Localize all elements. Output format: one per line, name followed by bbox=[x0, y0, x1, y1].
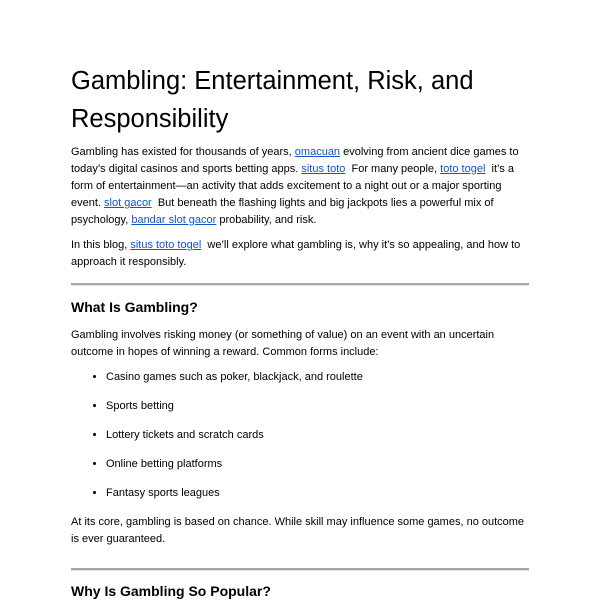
text-run: Gambling has existed for thousands of years, bbox=[71, 146, 295, 158]
text-run: we’ll explore what gambling is, why it’s so appealing, and how to approach it responsibly. bbox=[71, 239, 521, 268]
link-slot-gacor[interactable]: slot gacor bbox=[104, 197, 152, 209]
text-run: it’s a form of entertainment—an activity that adds excitement to a night out or a major sporting event. bbox=[71, 163, 514, 209]
text-run: In this blog, bbox=[71, 239, 131, 251]
link-omacuan[interactable]: omacuan bbox=[294, 146, 341, 158]
text-run: evolving from ancient dice games to today’s digital casinos and sports betting apps. bbox=[71, 146, 519, 175]
intro-paragraph-1 bbox=[71, 144, 529, 229]
section-heading-why-popular: Why Is Gambling So Popular? bbox=[71, 583, 271, 599]
list-item: • Online betting platforms bbox=[106, 456, 529, 473]
text-run: For many people, bbox=[345, 163, 441, 175]
text-run: probability, and risk. bbox=[216, 214, 317, 226]
list-item: • Fantasy sports leagues bbox=[106, 485, 529, 502]
link-bandar-slot-gacor[interactable]: bandar slot gacor bbox=[131, 214, 217, 226]
intro-paragraph-2 bbox=[71, 237, 529, 271]
document-title: Gambling: Entertainment, Risk, and Responsibility bbox=[71, 67, 474, 133]
section-heading-what-is-gambling: What Is Gambling? bbox=[71, 299, 198, 315]
link-situs-toto-togel[interactable]: situs toto togel bbox=[130, 239, 202, 251]
list-item: • Sports betting bbox=[106, 398, 529, 415]
section-divider bbox=[71, 568, 529, 571]
list-item: • Casino games such as poker, blackjack, and roulette bbox=[106, 369, 529, 386]
gambling-forms-list bbox=[71, 369, 529, 502]
what-is-gambling-closing: At its core, gambling is based on chance. While skill may influence some games, no outcome is ever guaranteed. bbox=[71, 516, 525, 545]
what-is-gambling-body: Gambling involves risking money (or something of value) on an event with an uncertain outcome in hopes of winning a reward. Common forms include: bbox=[71, 329, 495, 358]
text-run: But beneath the flashing lights and big jackpots lies a powerful mix of psychology, bbox=[71, 197, 494, 226]
section-divider bbox=[71, 283, 529, 286]
list-item: • Lottery tickets and scratch cards bbox=[106, 427, 529, 444]
link-toto-togel[interactable]: toto togel bbox=[440, 163, 486, 175]
link-situs-toto[interactable]: situs toto bbox=[301, 163, 346, 175]
